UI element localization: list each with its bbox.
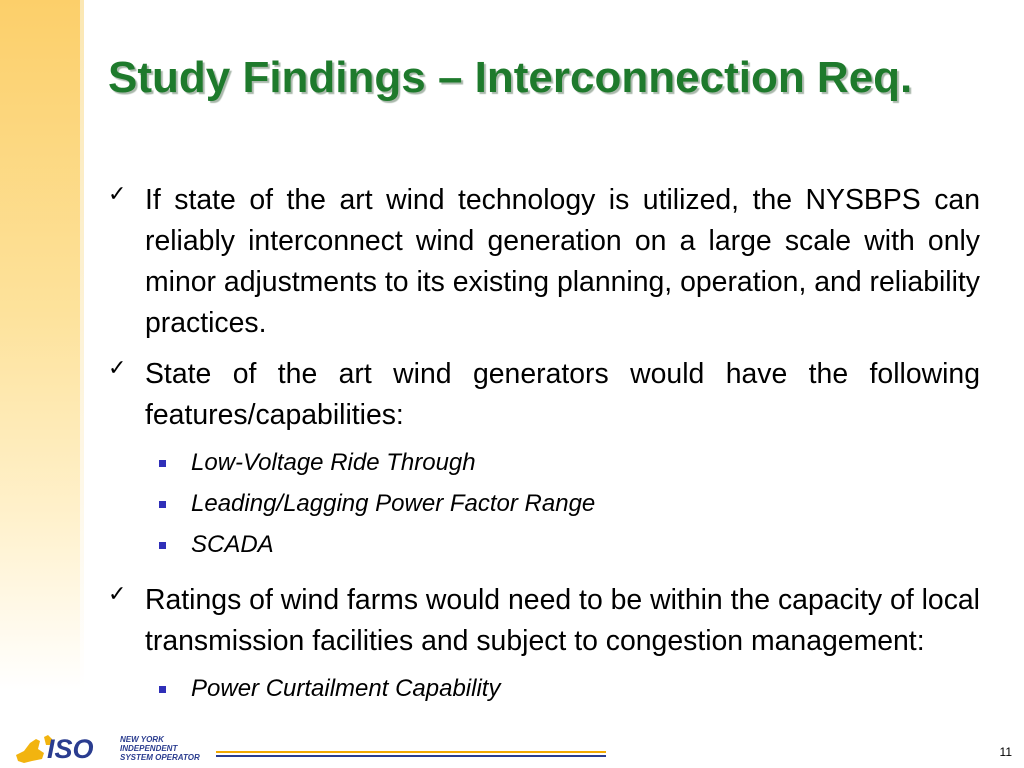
side-gradient-band <box>0 0 80 690</box>
square-bullet-icon <box>159 460 166 467</box>
nyiso-logo <box>14 731 214 765</box>
square-bullet-icon <box>159 542 166 549</box>
sub-bullet-text: SCADA <box>191 531 274 558</box>
bullet-text: If state of the art wind technology is utilized, the NYSBPS can reliably interconnect wind generation on a large scale with only minor adjustments to its existing planning, operation, and reliability practices. <box>145 184 980 339</box>
side-band-edge <box>80 0 84 690</box>
sub-bullet-item <box>108 487 980 525</box>
page-number: 11 <box>999 745 1012 759</box>
footer-rule-gold <box>216 751 606 753</box>
checkmark-icon: ✓ <box>108 356 127 381</box>
sub-bullet-text: Power Curtailment Capability <box>191 675 501 702</box>
logo-line-1: NEW YORK <box>120 735 164 744</box>
bullet-text: State of the art wind generators would have the following features/capabilities: <box>145 358 980 431</box>
logo-line-3: SYSTEM OPERATOR <box>120 753 200 762</box>
footer-rule-navy <box>216 755 606 757</box>
checkmark-icon: ✓ <box>108 582 127 607</box>
bullet-item-2 <box>108 354 980 436</box>
sub-bullet-item <box>108 672 980 710</box>
sub-bullet-item <box>108 446 980 484</box>
sub-bullet-text: Leading/Lagging Power Factor Range <box>191 490 596 517</box>
bullet-item-3 <box>108 580 980 662</box>
square-bullet-icon <box>159 501 166 508</box>
bullet-text: Ratings of wind farms would need to be within the capacity of local transmission facilities and subject to congestion management: <box>145 584 980 657</box>
sub-bullet-text: Low-Voltage Ride Through <box>191 449 476 476</box>
checkmark-icon: ✓ <box>108 182 127 207</box>
logo-line-2: INDEPENDENT <box>120 744 178 753</box>
sub-bullet-item <box>108 528 980 566</box>
slide-title: Study Findings – Interconnection Req. <box>108 53 913 102</box>
bullet-item-1 <box>108 180 980 344</box>
state-outline-logo <box>16 739 44 763</box>
logo-mark: ISO <box>47 734 94 764</box>
bullet-list <box>108 180 980 710</box>
square-bullet-icon <box>159 686 166 693</box>
